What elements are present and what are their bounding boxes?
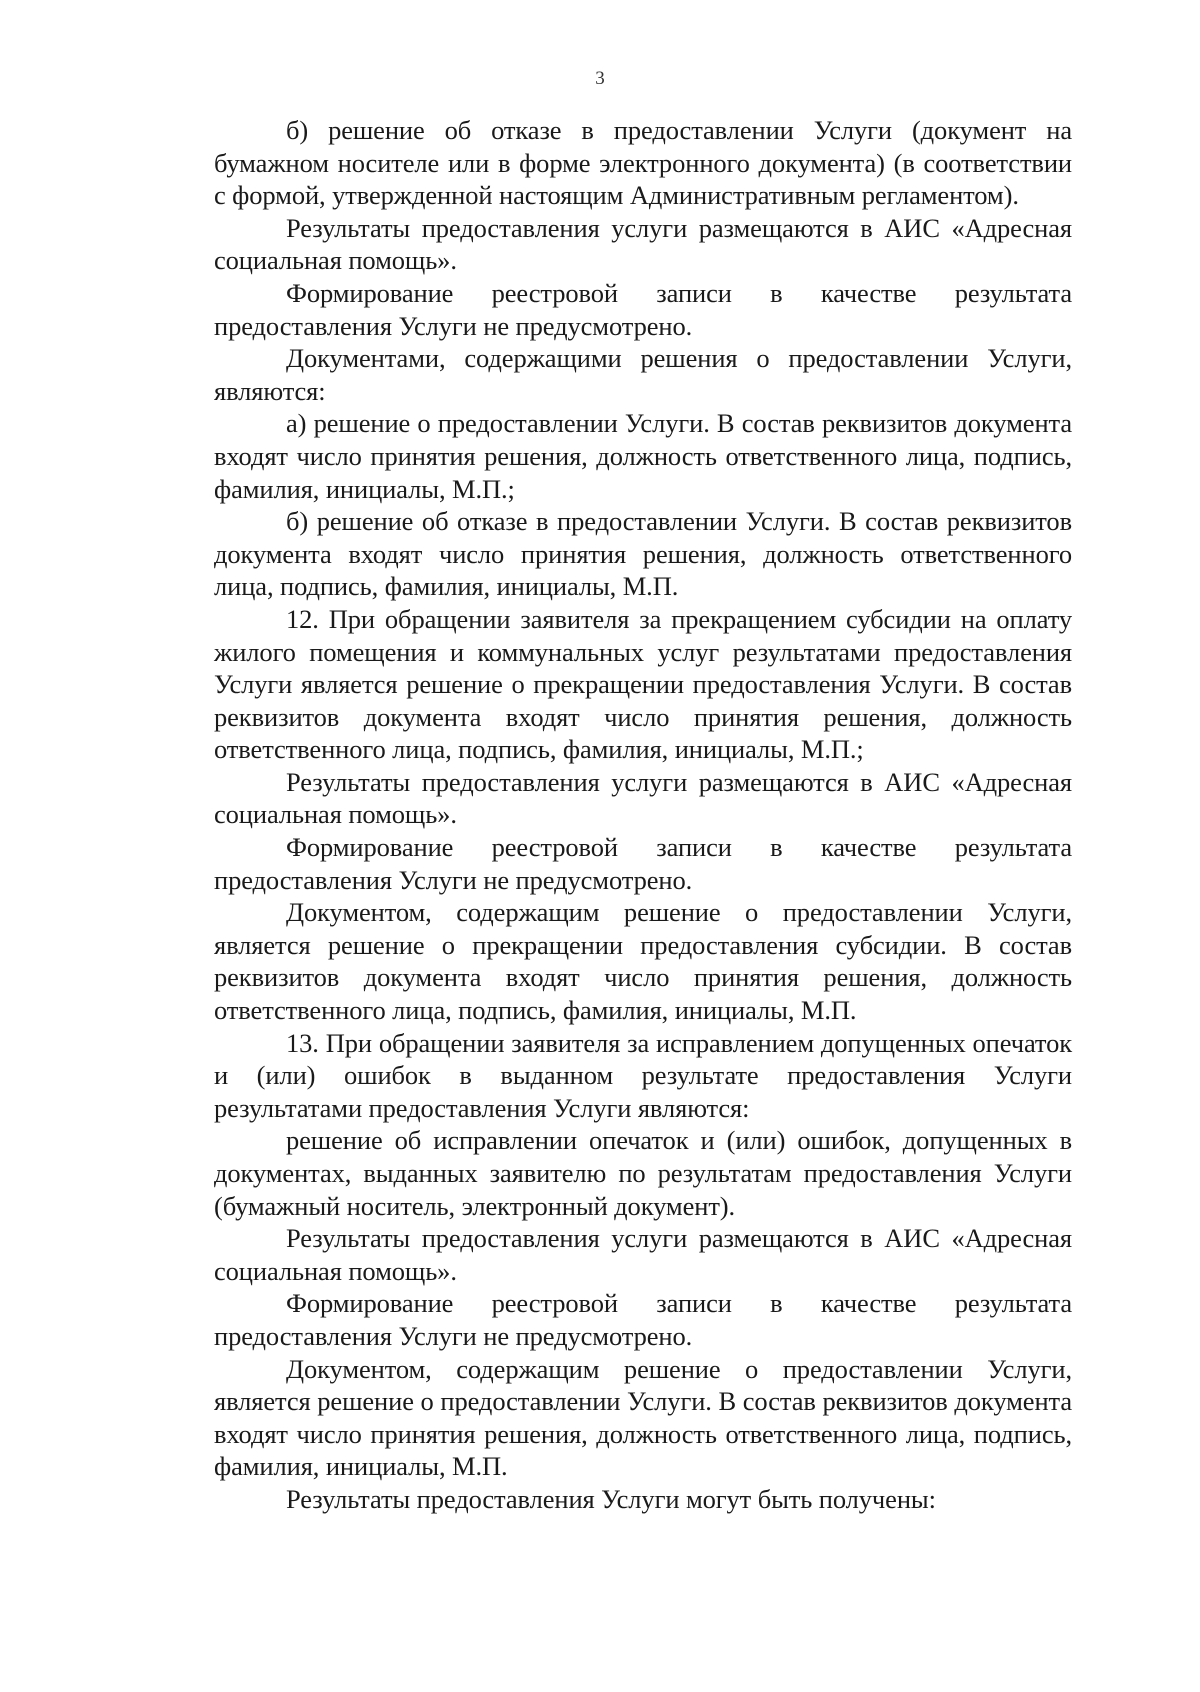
paragraph: Результаты предоставления Услуги могут быть получены: [286, 1483, 936, 1514]
paragraph: Документом, содержащим решение о предоставлении Услуги, является решение о прекращении предоставления субсидии. В состав реквизитов документа входят число принятия решения, должность ответственного лица, подпись, фамилия, инициалы, М.П. [214, 897, 1072, 1026]
paragraph: а) решение о предоставлении Услуги. В состав реквизитов документа входят число принятия решения, должность ответственного лица, подпись, фамилия, инициалы, М.П.; [214, 408, 1072, 504]
paragraph: Формирование реестровой записи в качестве результата предоставления Услуги не предусмотрено. [214, 832, 1072, 895]
paragraph: Документами, содержащими решения о предоставлении Услуги, являются: [214, 343, 1072, 406]
page-number: 3 [595, 68, 605, 89]
paragraph: 12. При обращении заявителя за прекращением субсидии на оплату жилого помещения и коммунальных услуг результатами предоставления Услуги является решение о прекращении предоставления Услуги. В состав реквизитов документа входят число принятия решения, должность ответственного лица, подпись, фамилия, инициалы, М.П.; [214, 603, 1072, 765]
document-body [214, 114, 1072, 1516]
paragraph: Результаты предоставления услуги размещаются в АИС «Адресная социальная помощь». [214, 1223, 1072, 1286]
paragraph: Результаты предоставления услуги размещаются в АИС «Адресная социальная помощь». [214, 212, 1072, 276]
paragraph: б) решение об отказе в предоставлении Услуги (документ на бумажном носителе или в форме электронного документа) (в соответствии с формой, утвержденной настоящим Административным регламентом). [214, 115, 1072, 211]
paragraph: Результаты предоставления услуги размещаются в АИС «Адресная социальная помощь». [214, 766, 1072, 830]
paragraph: решение об исправлении опечаток и (или) ошибок, допущенных в документах, выданных заявителю по результатам предоставления Услуги (бумажный носитель, электронный документ). [214, 1125, 1072, 1221]
paragraph: 13. При обращении заявителя за исправлением допущенных опечаток и (или) ошибок в выданном результате предоставления Услуги результатами предоставления Услуги являются: [214, 1027, 1072, 1123]
paragraph: б) решение об отказе в предоставлении Услуги. В состав реквизитов документа входят число принятия решения, должность ответственного лица, подпись, фамилия, инициалы, М.П. [214, 506, 1072, 602]
paragraph: Документом, содержащим решение о предоставлении Услуги, является решение о предоставлении Услуги. В состав реквизитов документа входят число принятия решения, должность ответственного лица, подпись, фамилия, инициалы, М.П. [214, 1353, 1072, 1482]
paragraph: Формирование реестровой записи в качестве результата предоставления Услуги не предусмотрено. [214, 277, 1072, 341]
paragraph: Формирование реестровой записи в качестве результата предоставления Услуги не предусмотрено. [214, 1288, 1072, 1351]
